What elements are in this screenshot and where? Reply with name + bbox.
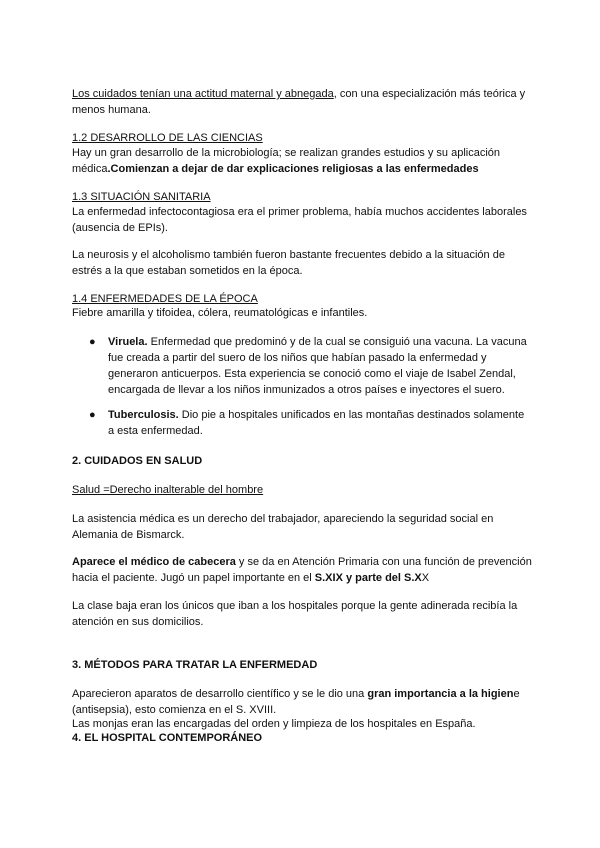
s2-paragraph-2: [72, 554, 532, 586]
s2-text: y se da en Atención Primaria con una función de prevención hacia el paciente. Jugó un papel importante en el: [72, 556, 532, 584]
bullet-icon: ●: [89, 336, 96, 348]
s13-paragraph-2: La neurosis y el alcoholismo también fueron bastante frecuentes debido a la situación de estrés a la que estaban sometidos en la época.: [72, 249, 505, 277]
s2-paragraph-1: La asistencia médica es un derecho del trabajador, apareciendo la seguridad social en Alemania de Bismarck.: [72, 513, 494, 541]
s3-paragraph-1: [72, 686, 532, 718]
heading-2: 2. CUIDADOS EN SALUD: [72, 455, 203, 467]
s13-paragraph-1: La enfermedad infectocontagiosa era el primer problema, había muchos accidentes laborales (ausencia de EPIs).: [72, 206, 527, 234]
s3-paragraph-2: Las monjas eran las encargadas del orden y limpieza de los hospitales en España.: [72, 718, 476, 730]
s3-end: e (antisepsia), esto comienza en el S. XVIII.: [72, 688, 520, 716]
heading-4: 4. EL HOSPITAL CONTEMPORÁNEO: [72, 732, 263, 744]
list-item-bold: Tuberculosis.: [108, 409, 179, 421]
intro-underlined: Los cuidados tenían una actitud maternal y abnegada: [72, 88, 334, 100]
list-item-text: Enfermedad que predominó y de la cual se consiguió una vacuna. La vacuna fue creada a partir del suero de los niños que habían pasado la enfermedad y generaron anticuerpos. Esta experiencia se conoció como el viaje de Isabel Zendal, encargada de llevar a los niños inmunizados a otros países e inyectores el suero.: [108, 336, 527, 396]
s2-paragraph-3: La clase baja eran los únicos que iban a los hospitales porque la gente adinerada recibía la atención en sus domicilios.: [72, 600, 518, 628]
bullet-icon: ●: [89, 409, 96, 421]
s2-bold-1: Aparece el médico de cabecera: [72, 556, 236, 568]
s2-underlined: Salud =Derecho inalterable del hombre: [72, 484, 264, 496]
list-item-bold: Viruela.: [108, 336, 148, 348]
s14-paragraph: Fiebre amarilla y tifoidea, cólera, reumatológicas e infantiles.: [72, 307, 368, 319]
s3-text: Aparecieron aparatos de desarrollo científico y se le dio una: [72, 688, 368, 700]
s12-text: Hay un gran desarrollo de la microbiología; se realizan grandes estudios y su aplicación médica: [72, 147, 501, 175]
heading-1-2: 1.2 DESARROLLO DE LAS CIENCIAS: [72, 132, 263, 144]
heading-1-4: 1.4 ENFERMEDADES DE LA ÉPOCA: [72, 293, 258, 305]
s3-bold: gran importancia a la higien: [367, 688, 514, 700]
heading-3: 3. MÉTODOS PARA TRATAR LA ENFERMEDAD: [72, 659, 318, 671]
intro-rest: , con una especialización más teórica y menos humana.: [72, 88, 526, 116]
list-item: [89, 334, 528, 398]
s12-bold: .Comienzan a dejar de dar explicaciones religiosas a las enfermedades: [107, 163, 479, 175]
s2-bold-2: S.XIX y parte del S.X: [314, 572, 422, 584]
list-item-text: Dio pie a hospitales unificados en las montañas destinados solamente a esta enfermedad.: [108, 409, 525, 437]
heading-1-3: 1.3 SITUACIÓN SANITARIA: [72, 191, 211, 203]
s12-paragraph: [72, 145, 532, 177]
list-item: [89, 407, 528, 439]
s2-end: X: [421, 572, 430, 584]
intro-paragraph: [72, 86, 532, 118]
